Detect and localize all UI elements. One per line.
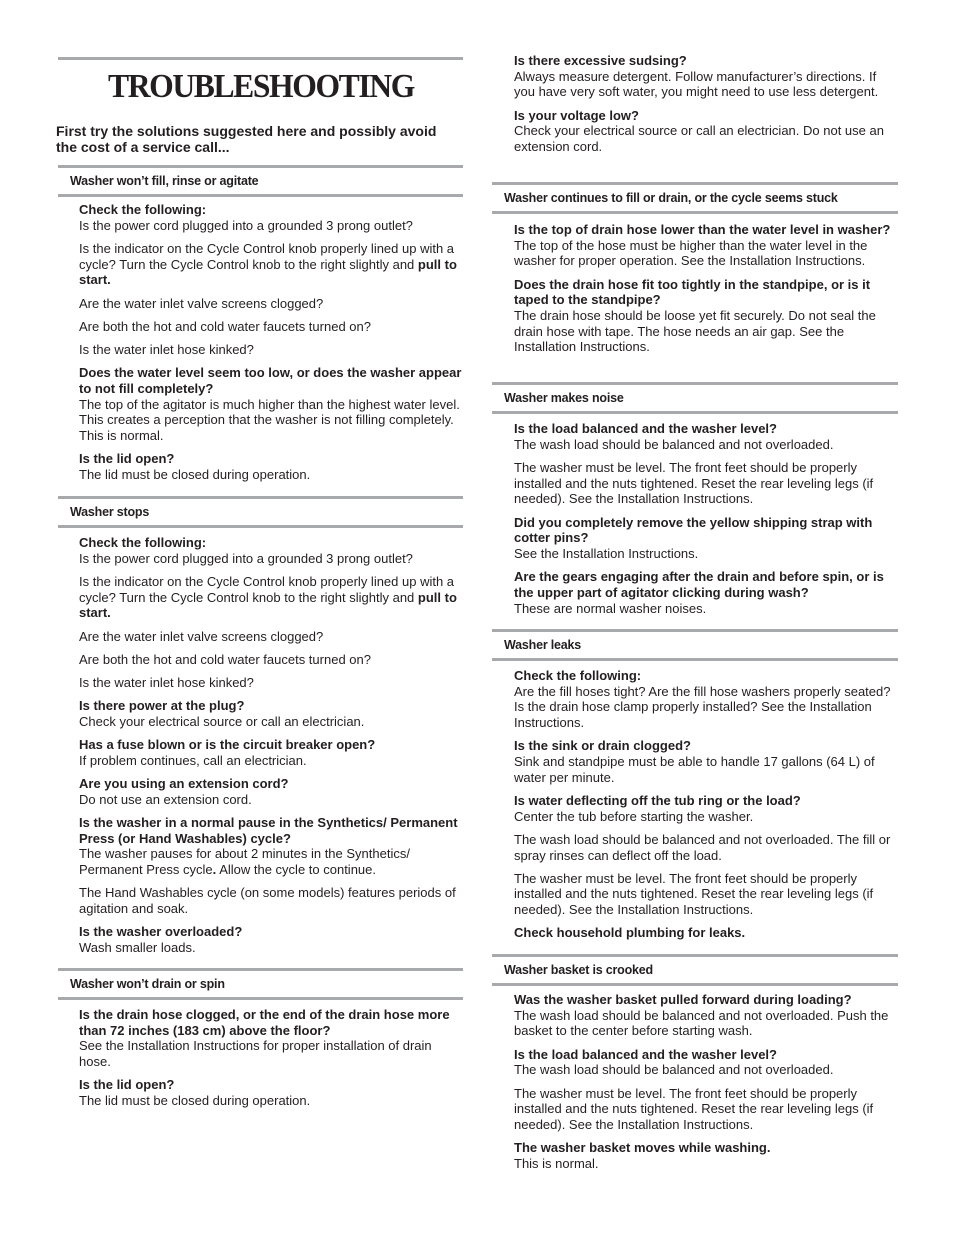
answer: Are both the hot and cold water faucets turned on? [79, 651, 371, 667]
question: Is the washer in a normal pause in the Synthetics/ Permanent Press (or Hand Washables) cycle? [79, 814, 458, 846]
question: Check the following: [514, 668, 642, 683]
section-body-basket-crooked [514, 992, 898, 1179]
section-heading-wont-fill: Washer won’t fill, rinse or agitate [58, 165, 463, 197]
answer-emphasis: . [212, 861, 217, 877]
question: Is there excessive sudsing? [514, 53, 687, 68]
list-item [514, 871, 898, 918]
list-item [79, 319, 463, 335]
answer: Is the indicator on the Cycle Control knob properly lined up with a cycle? Turn the Cycle Control knob to the right slightly and [79, 573, 455, 605]
intro-text: First try the solutions suggested here and possibly avoid the cost of a service call... [56, 123, 437, 155]
answer-emphasis: pull to start. [79, 589, 457, 621]
question: Are you using an extension cord? [79, 775, 289, 791]
list-item [514, 1047, 898, 1078]
question: Is the load balanced and the washer level? [514, 1046, 777, 1062]
answer: The lid must be closed during operation. [79, 1093, 311, 1109]
question: Is the load balanced and the washer level? [514, 421, 777, 436]
list-item [514, 222, 898, 269]
question: Check household plumbing for leaks. [514, 925, 746, 941]
list-item [79, 924, 463, 955]
answer: These are normal washer noises. [514, 600, 707, 616]
section-body-continued [514, 53, 898, 162]
list-item [79, 342, 463, 358]
section-body-washer-stops [79, 535, 463, 963]
list-item [79, 1077, 463, 1108]
answer: Do not use an extension cord. [79, 791, 252, 807]
question: Is the lid open? [79, 451, 175, 467]
list-item [514, 925, 898, 941]
section-body-makes-noise [514, 421, 898, 624]
answer: See the Installation Instructions for proper installation of drain hose. [79, 1038, 432, 1070]
title-rule [58, 57, 463, 60]
list-item [79, 737, 463, 768]
question: Did you completely remove the yellow shipping strap with cotter pins? [514, 514, 873, 546]
answer: The washer must be level. The front feet should be properly installed and the nuts tightened. Reset the rear leveling legs (if needed). See the Installation Instructions. [514, 1085, 874, 1132]
list-item [514, 277, 898, 356]
page-title: TROUBLESHOOTING [108, 68, 414, 105]
section-heading-makes-noise: Washer makes noise [492, 382, 898, 414]
list-item [514, 793, 898, 824]
section-heading-leaks: Washer leaks [492, 629, 898, 661]
section-body-cycle-stuck [514, 222, 898, 363]
list-item [79, 202, 463, 233]
section-heading-wont-drain: Washer won’t drain or spin [58, 968, 463, 1000]
list-item [79, 574, 463, 621]
answer: The top of the hose must be higher than the water level in the washer for proper operation. See the Installation Instructions. [514, 237, 868, 269]
question: Does the water level seem too low, or does the washer appear to not fill completely? [79, 365, 462, 396]
answer: The wash load should be balanced and not overloaded. [514, 436, 834, 452]
answer: Center the tub before starting the washer. [514, 808, 754, 824]
question: Has a fuse blown or is the circuit breaker open? [79, 737, 376, 753]
answer: The Hand Washables cycle (on some models) features periods of agitation and soak. [79, 885, 456, 916]
answer: Wash smaller loads. [79, 939, 196, 955]
question: The washer basket moves while washing. [514, 1140, 771, 1156]
answer: Are the fill hoses tight? Are the fill hose washers properly seated? Is the drain hose clamp properly installed? See the Installation Instructions. [514, 683, 891, 731]
answer: Is the water inlet hose kinked? [79, 341, 254, 357]
list-item [79, 815, 463, 878]
answer: See the Installation Instructions. [514, 545, 699, 561]
answer: Is the indicator on the Cycle Control knob properly lined up with a cycle? Turn the Cycle Control knob to the right slightly and [79, 240, 455, 272]
section-heading-washer-stops: Washer stops [58, 496, 463, 528]
section-body-wont-drain [79, 1007, 463, 1116]
list-item [514, 992, 898, 1039]
list-item [514, 421, 898, 452]
list-item [514, 460, 898, 507]
list-item [79, 776, 463, 807]
list-item [79, 241, 463, 288]
answer: Check your electrical source or call an electrician. [79, 713, 365, 729]
list-item [514, 832, 898, 863]
answer: The lid must be closed during operation. [79, 466, 311, 482]
list-item [514, 1086, 898, 1133]
answer: Is the power cord plugged into a grounded 3 prong outlet? [79, 217, 413, 233]
list-item [79, 296, 463, 312]
section-heading-cycle-stuck: Washer continues to fill or drain, or the cycle seems stuck [492, 182, 898, 214]
answer: The wash load should be balanced and not overloaded. The fill or spray rinses can deflect off the load. [514, 831, 891, 863]
question: Is water deflecting off the tub ring or the load? [514, 792, 801, 808]
answer: Is the water inlet hose kinked? [79, 674, 254, 690]
answer: Are the water inlet valve screens clogged? [79, 295, 324, 311]
list-item [79, 698, 463, 729]
section-heading-basket-crooked: Washer basket is crooked [492, 954, 898, 986]
list-item [79, 675, 463, 691]
answer: Always measure detergent. Follow manufacturer’s directions. If you have very soft water, you might need to use less detergent. [514, 68, 879, 100]
answer: Sink and standpipe must be able to handle 17 gallons (64 L) of water per minute. [514, 754, 875, 785]
question: Is the sink or drain clogged? [514, 738, 691, 754]
answer: Allow the cycle to continue. [216, 861, 376, 877]
answer: Is the power cord plugged into a grounded 3 prong outlet? [79, 550, 413, 566]
answer: The washer must be level. The front feet should be properly installed and the nuts tightened. Reset the rear leveling legs (if needed). See the Installation Instructions. [514, 870, 874, 918]
answer: If problem continues, call an electrician. [79, 752, 307, 768]
list-item [514, 569, 898, 616]
answer: Check your electrical source or call an electrician. Do not use an extension cord. [514, 123, 884, 155]
answer: The wash load should be balanced and not overloaded. Push the basket to the center before starting wash. [514, 1007, 889, 1039]
list-item [514, 53, 898, 100]
list-item [79, 451, 463, 482]
answer: Are the water inlet valve screens clogged? [79, 628, 324, 644]
question: Is the lid open? [79, 1077, 175, 1093]
list-item [514, 738, 898, 785]
list-item [79, 365, 463, 444]
list-item [514, 668, 898, 731]
list-item [79, 885, 463, 916]
question: Is the drain hose clogged, or the end of the drain hose more than 72 inches (183 cm) above the floor? [79, 1007, 450, 1038]
question: Check the following: [79, 535, 207, 550]
question: Is the top of drain hose lower than the water level in washer? [514, 222, 891, 237]
answer: The wash load should be balanced and not overloaded. [514, 1062, 834, 1078]
question: Is there power at the plug? [79, 698, 245, 714]
section-body-leaks [514, 668, 898, 949]
list-item [514, 515, 898, 562]
answer: The top of the agitator is much higher than the highest water level. This creates a perception that the washer is not filling completely. This is normal. [79, 396, 460, 443]
question: Does the drain hose fit too tightly in the standpipe, or is it taped to the standpipe? [514, 276, 871, 308]
answer: The washer pauses for about 2 minutes in the Synthetics/ Permanent Press cycle [79, 846, 410, 877]
question: Is your voltage low? [514, 107, 639, 123]
list-item [79, 629, 463, 645]
answer: The drain hose should be loose yet fit securely. Do not seal the drain hose with tape. The hose needs an air gap. See the Installation Instructions. [514, 308, 876, 355]
list-item [79, 1007, 463, 1070]
answer: Are both the hot and cold water faucets turned on? [79, 318, 371, 334]
list-item [79, 535, 463, 566]
section-body-wont-fill [79, 202, 463, 490]
list-item [514, 1140, 898, 1171]
question: Check the following: [79, 202, 207, 217]
list-item [79, 652, 463, 668]
list-item [514, 108, 898, 155]
question: Is the washer overloaded? [79, 924, 243, 940]
answer: This is normal. [514, 1155, 599, 1171]
question: Was the washer basket pulled forward during loading? [514, 992, 852, 1007]
answer-emphasis: pull to start. [79, 256, 457, 288]
question: Are the gears engaging after the drain and before spin, or is the upper part of agitator clicking during wash? [514, 569, 884, 600]
answer: The washer must be level. The front feet should be properly installed and the nuts tightened. Reset the rear leveling legs (if needed). See the Installation Instructions. [514, 459, 874, 507]
